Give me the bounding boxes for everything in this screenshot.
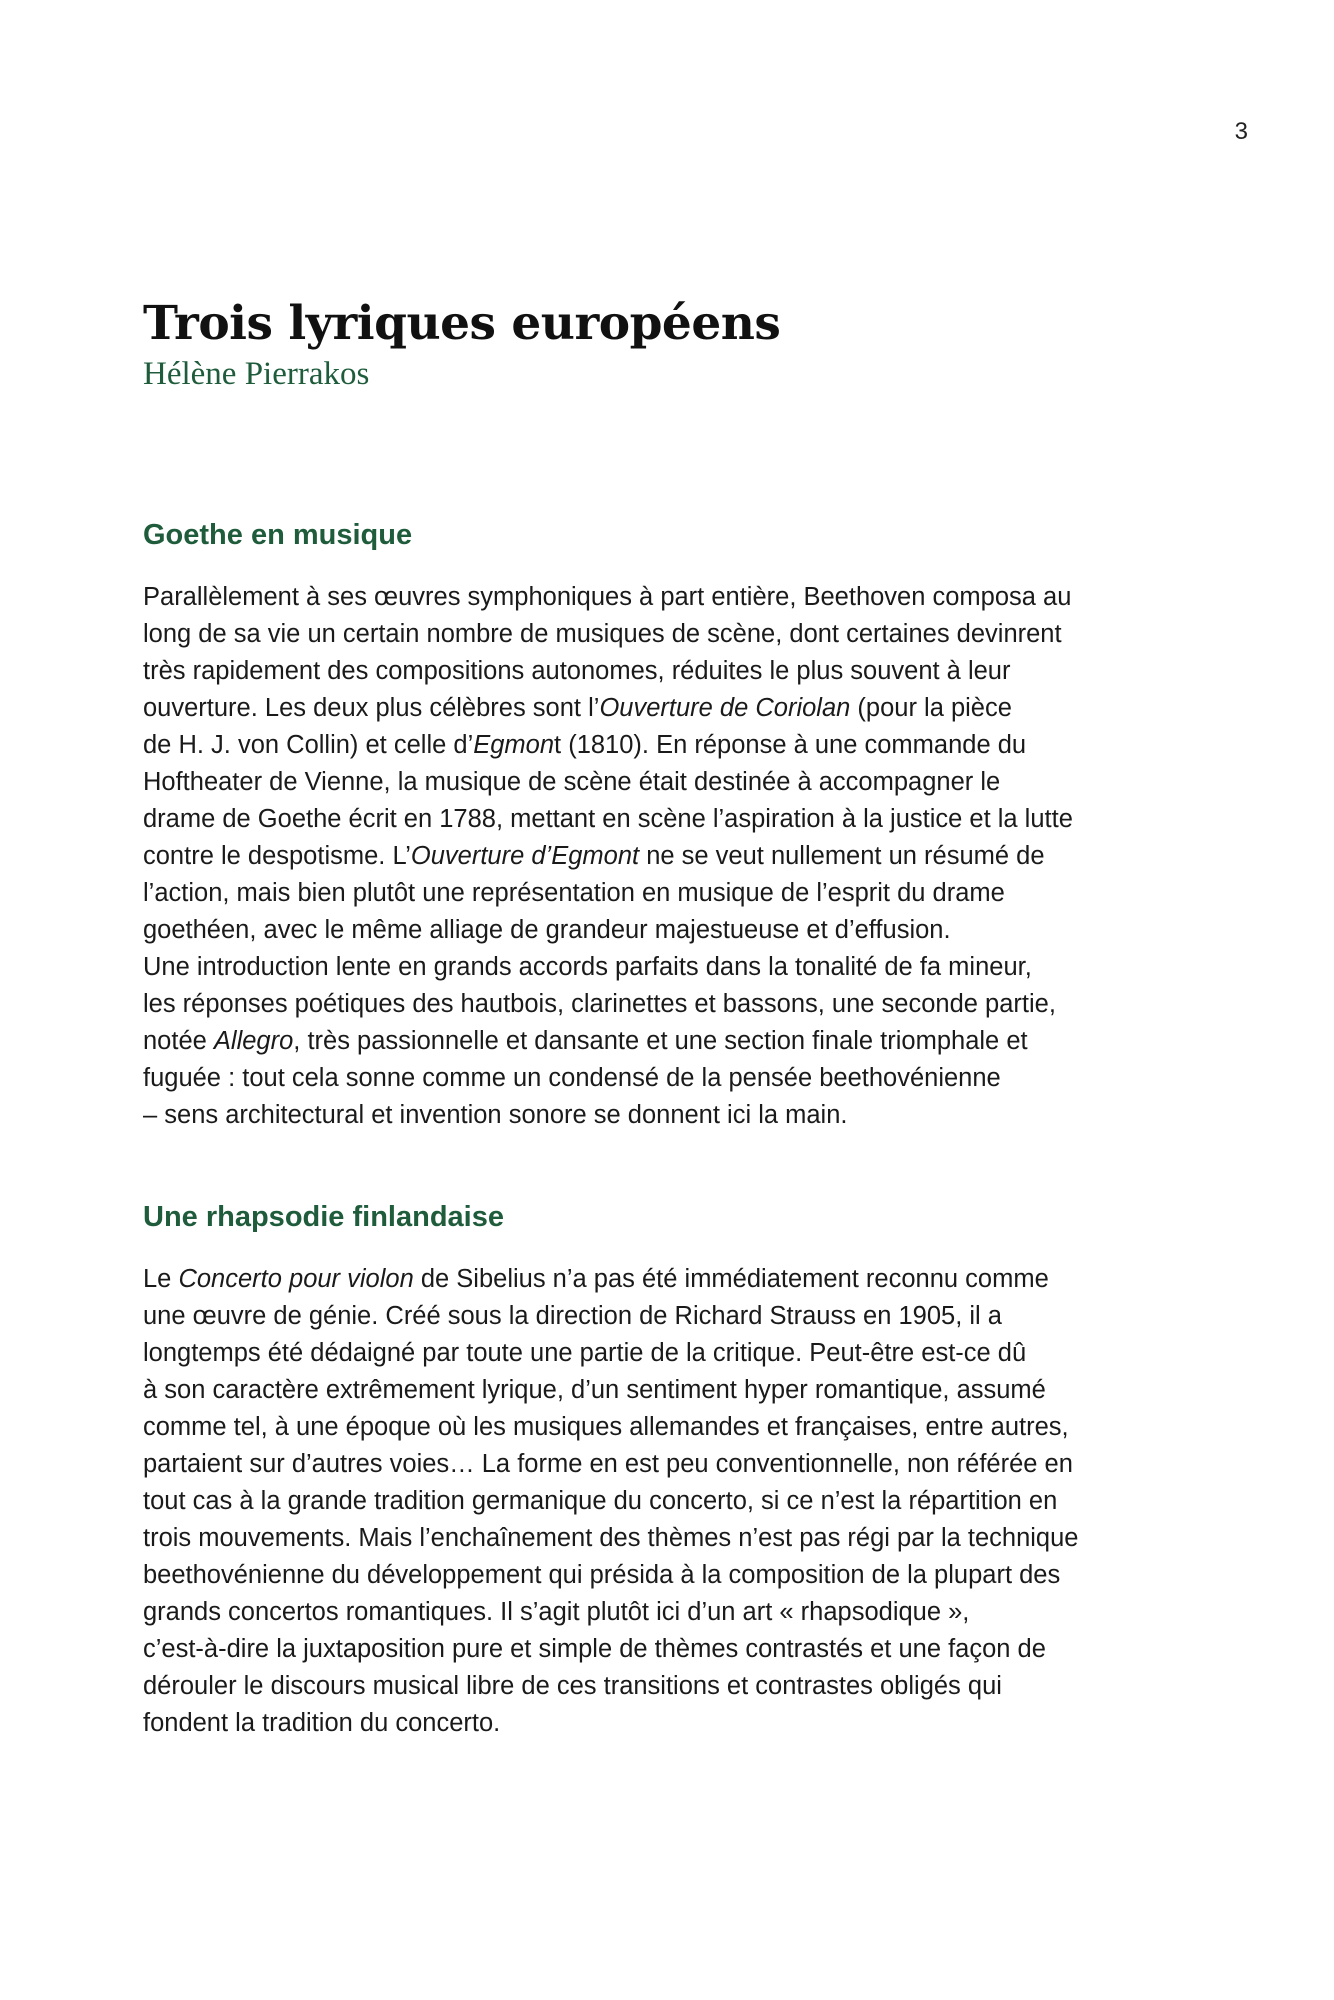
article-body bbox=[143, 518, 1223, 1808]
text-run: Hoftheater de Vienne, la musique de scène était destinée à accompagner le bbox=[143, 767, 1001, 796]
text-line bbox=[143, 1520, 1223, 1557]
text-run: c’est-à-dire la juxtaposition pure et simple de thèmes contrastés et une façon de bbox=[143, 1634, 1046, 1663]
section-paragraph bbox=[143, 1261, 1223, 1742]
text-line bbox=[143, 949, 1223, 986]
text-run: t (1810). En réponse à une commande du bbox=[554, 730, 1027, 759]
text-run: très rapidement des compositions autonomes, réduites le plus souvent à leur bbox=[143, 656, 1011, 685]
text-run: Le bbox=[143, 1264, 179, 1293]
text-run: notée bbox=[143, 1026, 214, 1055]
text-run: contre le despotisme. L’ bbox=[143, 841, 411, 870]
text-run: l’action, mais bien plutôt une représentation en musique de l’esprit du drame bbox=[143, 878, 1005, 907]
text-line bbox=[143, 727, 1223, 764]
text-run: les réponses poétiques des hautbois, clarinettes et bassons, une seconde partie, bbox=[143, 989, 1056, 1018]
text-run: goethéen, avec le même alliage de grandeur majestueuse et d’effusion. bbox=[143, 915, 951, 944]
text-line bbox=[143, 1261, 1223, 1298]
italic-title: Ouverture de Coriolan bbox=[599, 693, 851, 722]
text-run: beethovénienne du développement qui présida à la composition de la plupart des bbox=[143, 1560, 1061, 1589]
text-line bbox=[143, 1335, 1223, 1372]
text-run: – sens architectural et invention sonore se donnent ici la main. bbox=[143, 1100, 848, 1129]
section-heading: Une rhapsodie finlandaise bbox=[143, 1200, 504, 1233]
text-run: Parallèlement à ses œuvres symphoniques à part entière, Beethoven composa au bbox=[143, 582, 1072, 611]
text-run: ouverture. Les deux plus célèbres sont l’ bbox=[143, 693, 600, 722]
italic-title: Allegro bbox=[213, 1026, 294, 1055]
text-run: tout cas à la grande tradition germanique du concerto, si ce n’est la répartition en bbox=[143, 1486, 1058, 1515]
text-run: Une introduction lente en grands accords parfaits dans la tonalité de fa mineur, bbox=[143, 952, 1032, 981]
section-paragraph bbox=[143, 579, 1223, 1134]
text-run: de H. J. von Collin) et celle d’ bbox=[143, 730, 474, 759]
text-run: longtemps été dédaigné par toute une partie de la critique. Peut-être est-ce dû bbox=[143, 1338, 1027, 1367]
section-rhapsodie bbox=[143, 1200, 1223, 1742]
text-run: drame de Goethe écrit en 1788, mettant en scène l’aspiration à la justice et la lutte bbox=[143, 804, 1073, 833]
text-run: (pour la pièce bbox=[850, 693, 1012, 722]
text-line bbox=[143, 764, 1223, 801]
page-number: 3 bbox=[1234, 118, 1248, 145]
text-line bbox=[143, 1372, 1223, 1409]
text-line bbox=[143, 1483, 1223, 1520]
text-run: fuguée : tout cela sonne comme un condensé de la pensée beethovénienne bbox=[143, 1063, 1001, 1092]
text-line bbox=[143, 1446, 1223, 1483]
text-line bbox=[143, 1668, 1223, 1705]
article-header bbox=[143, 298, 780, 392]
text-line bbox=[143, 1594, 1223, 1631]
text-run: , très passionnelle et dansante et une section finale triomphale et bbox=[293, 1026, 1028, 1055]
text-line bbox=[143, 1631, 1223, 1668]
text-line bbox=[143, 1705, 1223, 1742]
article-author: Hélène Pierrakos bbox=[143, 355, 370, 392]
text-line bbox=[143, 1557, 1223, 1594]
text-run: dérouler le discours musical libre de ces transitions et contrastes obligés qui bbox=[143, 1671, 1002, 1700]
text-run: fondent la tradition du concerto. bbox=[143, 1708, 501, 1737]
text-run: à son caractère extrêmement lyrique, d’un sentiment hyper romantique, assumé bbox=[143, 1375, 1046, 1404]
text-line bbox=[143, 653, 1223, 690]
text-line bbox=[143, 912, 1223, 949]
text-run: de Sibelius n’a pas été immédiatement reconnu comme bbox=[413, 1264, 1049, 1293]
text-run: une œuvre de génie. Créé sous la direction de Richard Strauss en 1905, il a bbox=[143, 1301, 1002, 1330]
text-line bbox=[143, 1060, 1223, 1097]
text-line bbox=[143, 690, 1223, 727]
text-run: partaient sur d’autres voies… La forme en est peu conventionnelle, non référée en bbox=[143, 1449, 1073, 1478]
text-line bbox=[143, 875, 1223, 912]
text-line bbox=[143, 616, 1223, 653]
text-run: trois mouvements. Mais l’enchaînement des thèmes n’est pas régi par la technique bbox=[143, 1523, 1079, 1552]
section-heading: Goethe en musique bbox=[143, 519, 413, 551]
text-line bbox=[143, 986, 1223, 1023]
text-line bbox=[143, 579, 1223, 616]
text-line bbox=[143, 801, 1223, 838]
text-line bbox=[143, 838, 1223, 875]
italic-title: Concerto pour violon bbox=[178, 1264, 414, 1293]
text-line bbox=[143, 1023, 1223, 1060]
text-run: comme tel, à une époque où les musiques allemandes et françaises, entre autres, bbox=[143, 1412, 1069, 1441]
text-line bbox=[143, 1097, 1223, 1134]
article-title: Trois lyriques européens bbox=[143, 296, 781, 351]
text-run: long de sa vie un certain nombre de musiques de scène, dont certaines devinrent bbox=[143, 619, 1062, 648]
section-goethe bbox=[143, 518, 1223, 1134]
italic-title: Ouverture d’Egmont bbox=[410, 841, 640, 870]
text-line bbox=[143, 1409, 1223, 1446]
italic-title: Egmon bbox=[473, 730, 555, 759]
text-run: ne se veut nullement un résumé de bbox=[639, 841, 1045, 870]
text-run: grands concertos romantiques. Il s’agit plutôt ici d’un art « rhapsodique », bbox=[143, 1597, 970, 1626]
text-line bbox=[143, 1298, 1223, 1335]
